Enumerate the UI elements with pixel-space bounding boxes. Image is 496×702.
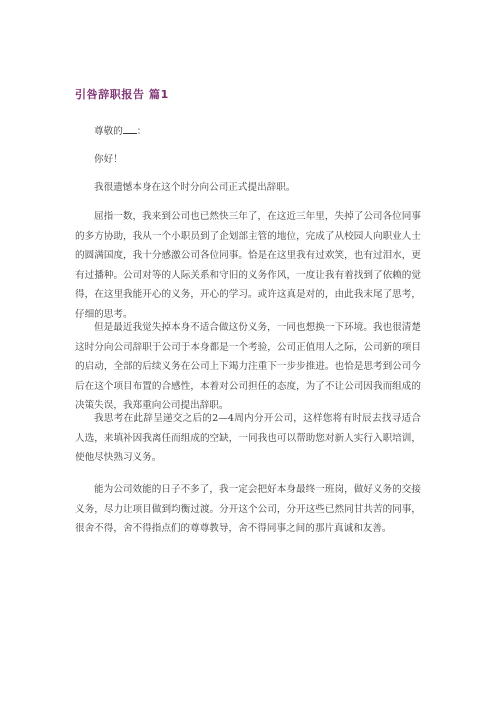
paragraph-4-block	[75, 409, 421, 468]
paragraph-3-block	[75, 318, 421, 416]
paragraph: 我很遗憾本身在这个时分向公司正式提出辞职。	[94, 182, 296, 193]
paragraph-2-block	[75, 207, 421, 324]
greeting-line	[75, 150, 421, 170]
paragraph: 我思考在此辞呈递交之后的2—4周内分开公司，这样您将有时辰去找寻适合人选，来填补因我离任而组成的空缺，一同我也可以帮助您对新人实行入职培训，使他尽快熟习义务。	[75, 413, 421, 463]
salutation-line	[75, 122, 421, 142]
greeting: 你好！	[94, 154, 123, 165]
paragraph-1-block	[75, 178, 421, 198]
paragraph: 但是最近我觉失掉本身不适合做这份义务，一同也想换一下环境。我也很清楚这时分向公司辞职于公司于本身都是一个考验，公司正值用人之际，公司新的项目的启动，全部的后续义务在公司上下竭力注重下一步步推进。也恰是思考到公司今后在这个项目布置的合感性，本着对公司担任的态度，为了不让公司因我而组成的决策失误，我郑重向公司提出辞职。	[75, 322, 421, 411]
salutation	[75, 122, 421, 142]
paragraph: 屈指一数，我来到公司也已然快三年了，在这近三年里，失掉了公司各位同事的多方协助，我从一个小职员到了企划部主管的地位，完成了从校园人向职业人士的圆满国度，我十分感激公司各位同事。恰是在这里我有过欢笑，也有过泪水，更有过播种。公司对等的人际关系和守旧的义务作风，一度让我有着找到了依赖的觉得，在这里我能开心的义务，开心的学习。或许这真是对的，由此我末尾了思考，仔细的思考。	[75, 211, 421, 320]
paragraph: 能为公司效能的日子不多了，我一定会把好本身最终一班岗，做好义务的交接义务，尽力让项目做到均衡过渡。分开这个公司，分开这些已然同甘共苦的同事，很舍不得，舍不得指点们的尊尊教导，舍不得同事之间的那片真诚和友善。	[75, 484, 421, 534]
salutation-text: 尊敬的	[94, 126, 123, 137]
salutation-blank	[123, 133, 137, 134]
salutation-suffix: ：	[136, 126, 147, 137]
document-title: 引咎辞职报告 篇1	[75, 88, 169, 101]
paragraph-5-block	[75, 480, 421, 539]
